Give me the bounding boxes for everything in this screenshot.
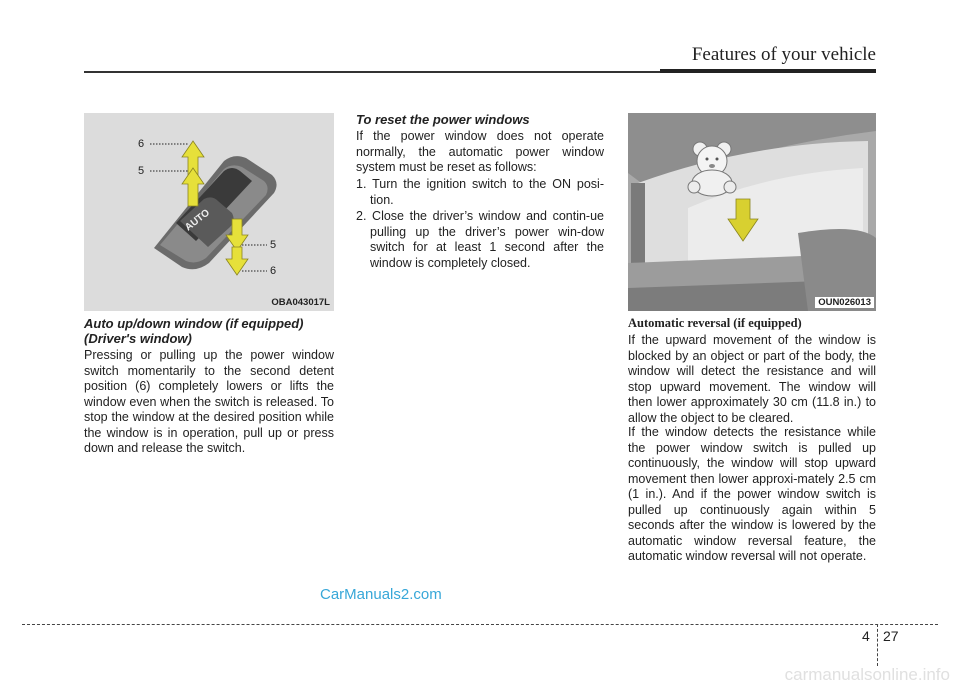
auto-label: AUTO: [183, 207, 213, 234]
reset-step: 2. Close the driver’s window and contin-ue pulling up the driver’s power win-dow switch for at least 1 second after the window is completely closed.: [356, 209, 604, 270]
header-rule-accent: [660, 69, 876, 73]
heading-line: Auto up/down window (if equipped): [84, 316, 304, 331]
subheading-line: (Driver's window): [84, 331, 192, 346]
label-6-top: 6: [138, 138, 145, 150]
label-6-bottom: 6: [270, 265, 277, 277]
auto-reversal-paragraph-2: If the window detects the resistance while the power window switch is pulled up continuously, the window will stop upward movement then lower approxi-mately 2.5 cm (1 in.). And if the power window switch is pulled up continuously again within 5 seconds after the window is lowered by the automatic window reversal feature, the automatic window reversal will not operate.: [628, 425, 876, 563]
down-arrow-second-detent: [226, 247, 248, 275]
figure-code: OBA043017L: [271, 297, 330, 308]
auto-reversal-paragraph-1: If the upward movement of the window is blocked by an object or part of the body, the window will detect the resistance and will stop upward movement. The window will then lower approximately 30 cm (11.8 in.) to allow the object to be cleared.: [628, 333, 876, 425]
reset-step: 1. Turn the ignition switch to the ON posi-tion.: [356, 177, 604, 207]
chapter-number: 4: [862, 628, 870, 644]
window-switch-illustration: [84, 113, 334, 311]
page-number-separator: [877, 624, 878, 666]
window-switch-figure: [84, 113, 334, 311]
reset-windows-paragraph: If the power window does not operate normally, the automatic power window system must be reset as follows:: [356, 129, 604, 174]
page-number: 27: [883, 628, 899, 644]
auto-reversal-heading: Automatic reversal (if equipped): [628, 316, 802, 330]
footer-watermark: carmanualsonline.info: [784, 665, 950, 684]
auto-up-down-heading: [84, 316, 334, 346]
car-window-illustration: [628, 113, 876, 311]
watermark-link[interactable]: CarManuals2.com: [320, 586, 442, 603]
figure-code: OUN026013: [815, 297, 874, 308]
auto-reversal-figure: [628, 113, 876, 311]
reset-steps-list: [356, 177, 604, 272]
label-5-top: 5: [138, 165, 145, 177]
section-title: Features of your vehicle: [691, 44, 876, 65]
auto-up-down-paragraph: Pressing or pulling up the power window switch momentarily to the second detent position (6) completely lowers or lifts the window even when the switch is released. To stop the window at the desired position while the window is in operation, pull up or press down and release the switch.: [84, 348, 334, 455]
label-5-bottom: 5: [270, 239, 277, 251]
reset-windows-heading: To reset the power windows: [356, 112, 530, 127]
footer-rule: [22, 624, 938, 625]
